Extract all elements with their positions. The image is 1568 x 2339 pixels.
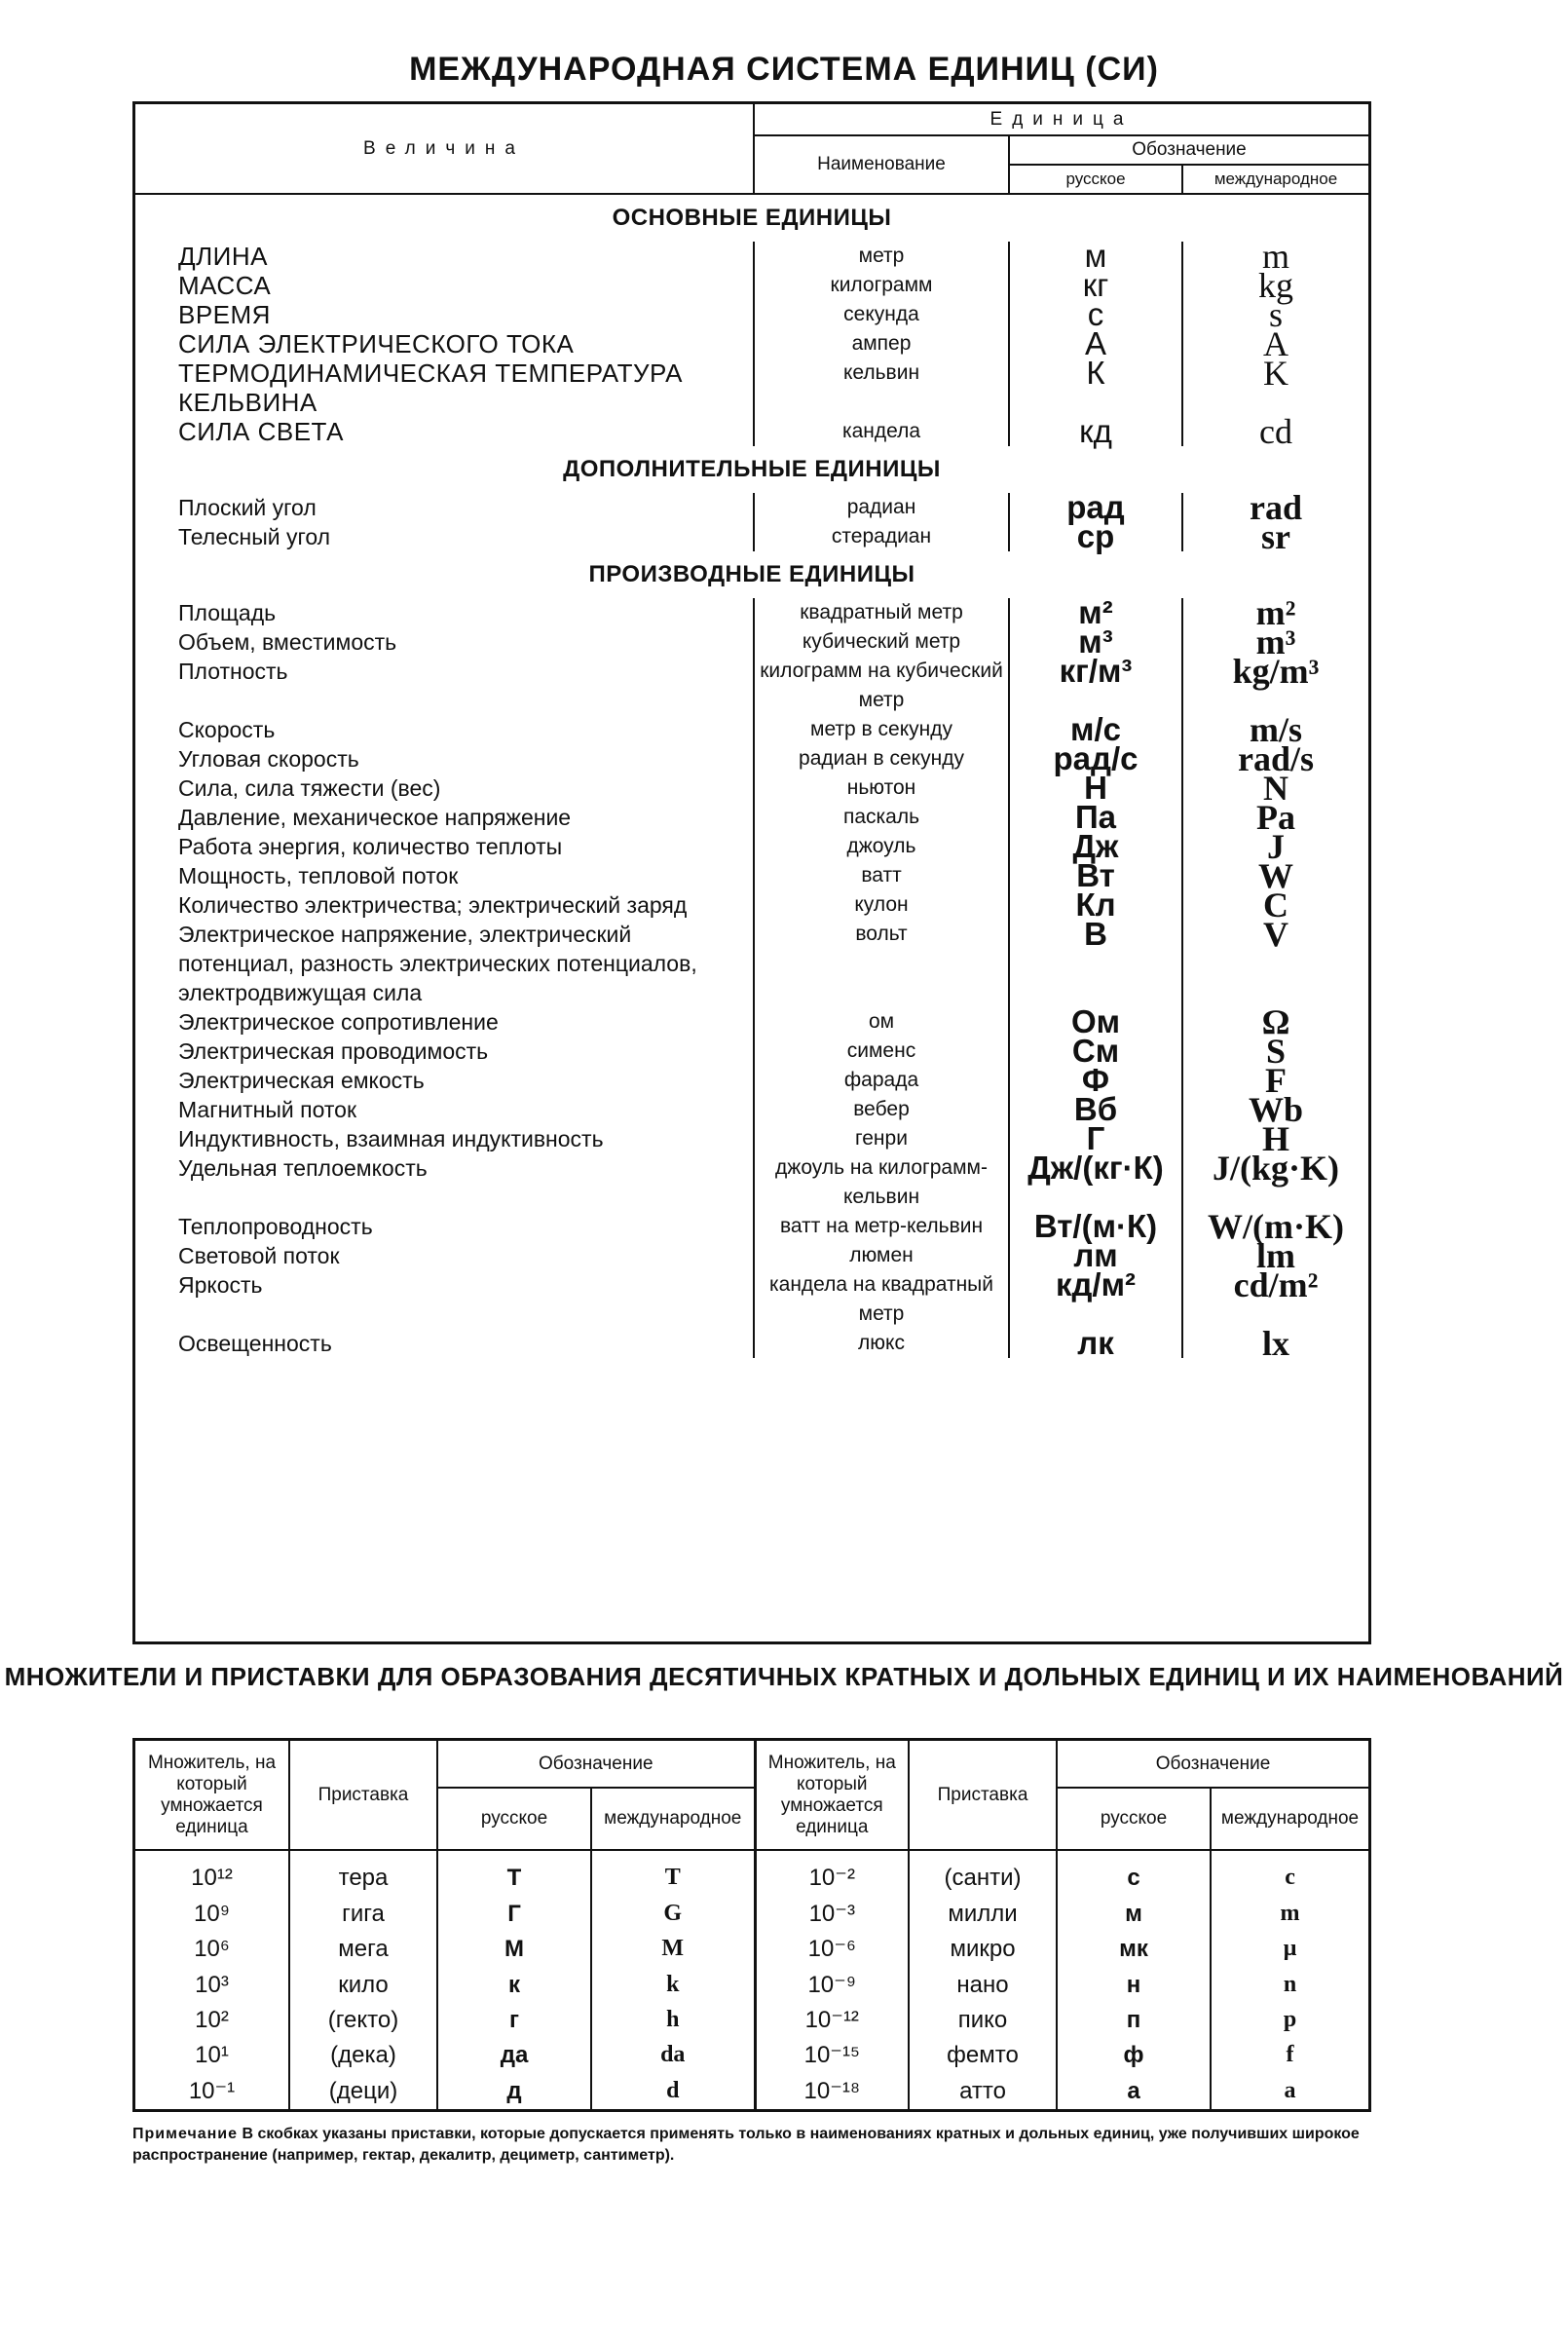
russian-prefix-cell: Т — [437, 1850, 591, 1897]
unit-name-cell: метр в секунду — [754, 715, 1009, 744]
russian-prefix-cell: мк — [1057, 1932, 1211, 1967]
prefix-cell: тера — [289, 1850, 437, 1897]
quantity-cell: Плотность — [178, 659, 288, 684]
russian-symbol-cell: Па — [1009, 803, 1182, 832]
international-prefix-cell: m — [1280, 1900, 1300, 1926]
international-symbol-cell: rad — [1250, 488, 1302, 527]
russian-symbol-cell: Вб — [1009, 1095, 1182, 1124]
unit-name-cell: килограмм на кубический метр — [754, 657, 1009, 715]
international-symbol-cell: Wb — [1248, 1090, 1304, 1129]
multiplier-cell: 10⁻¹² — [755, 2003, 909, 2038]
unit-name-cell: вебер — [754, 1095, 1009, 1124]
unit-name-cell: ом — [754, 1007, 1009, 1037]
russian-symbol-cell: кг/м³ — [1009, 657, 1182, 715]
quantity-cell: Сила, сила тяжести (вес) — [178, 775, 441, 801]
russian-symbol-cell: См — [1009, 1037, 1182, 1066]
table-row — [135, 773, 1368, 803]
russian-prefix-cell: с — [1057, 1850, 1211, 1897]
pref-header-designation: Обозначение — [437, 1741, 755, 1788]
international-symbol-cell: K — [1263, 354, 1288, 393]
multiplier-cell: 10¹² — [135, 1850, 289, 1897]
header-russian: русское — [1009, 165, 1182, 194]
russian-symbol-cell: Н — [1009, 773, 1182, 803]
international-symbol-cell: S — [1265, 1032, 1287, 1071]
international-symbol-cell: m² — [1255, 593, 1296, 632]
pref-header-designation: Обозначение — [1057, 1741, 1368, 1788]
table-row — [135, 522, 1368, 551]
pref-header-prefix: Приставка — [909, 1741, 1057, 1850]
unit-name-cell: сименс — [754, 1037, 1009, 1066]
quantity-cell: Освещенность — [178, 1331, 332, 1356]
table-row — [135, 1153, 1368, 1212]
international-symbol-cell: J/(kg·K) — [1212, 1149, 1339, 1188]
section-title: ПРОИЗВОДНЫЕ ЕДИНИЦЫ — [588, 561, 915, 587]
section-title: ДОПОЛНИТЕЛЬНЫЕ ЕДИНИЦЫ — [563, 456, 941, 482]
table-row — [135, 744, 1368, 773]
pref-header-multiplier: Множитель, на который умножается единица — [135, 1741, 289, 1850]
russian-symbol-cell: лк — [1009, 1329, 1182, 1358]
unit-name-cell: генри — [754, 1124, 1009, 1153]
russian-prefix-cell: а — [1057, 2074, 1211, 2109]
international-prefix-cell: p — [1283, 2006, 1297, 2032]
prefix-cell: мега — [289, 1932, 437, 1967]
unit-name-cell: метр — [754, 242, 1009, 271]
prefix-cell: пико — [909, 2003, 1057, 2038]
header-designation: Обозначение — [1009, 135, 1368, 165]
international-symbol-cell: W/(m·K) — [1208, 1207, 1344, 1246]
multiplier-cell: 10⁻⁹ — [755, 1968, 909, 2003]
quantity-cell: Магнитный поток — [178, 1097, 357, 1122]
table-row — [135, 832, 1368, 861]
unit-name-cell: кандела — [754, 417, 1009, 446]
international-symbol-cell: C — [1263, 886, 1288, 924]
table-row — [135, 1095, 1368, 1124]
prefixes-title: МНОЖИТЕЛИ И ПРИСТАВКИ ДЛЯ ОБРАЗОВАНИЯ ДЕСЯТИЧНЫХ КРАТНЫХ И ДОЛЬНЫХ ЕДИНИЦ И ИХ НАИМЕНОВАНИЙ — [4, 1662, 1564, 1691]
russian-symbol-cell: м² — [1009, 598, 1182, 627]
international-symbol-cell: m/s — [1250, 710, 1302, 749]
international-symbol-cell: sr — [1261, 517, 1290, 556]
russian-prefix-cell: н — [1057, 1968, 1211, 2003]
section-title: ОСНОВНЫЕ ЕДИНИЦЫ — [612, 205, 892, 231]
table-row — [135, 861, 1368, 890]
quantity-cell: Плоский угол — [178, 495, 317, 520]
pref-header-international: международное — [591, 1788, 755, 1850]
unit-name-cell: кубический метр — [754, 627, 1009, 657]
unit-name-cell: люкс — [754, 1329, 1009, 1358]
russian-symbol-cell: кд — [1009, 417, 1182, 446]
quantity-cell: Количество электричества; электрический заряд — [178, 892, 688, 918]
prefix-cell: нано — [909, 1968, 1057, 2003]
unit-name-cell: килограмм — [754, 271, 1009, 300]
table-row — [135, 417, 1368, 446]
multiplier-cell: 10⁹ — [135, 1897, 289, 1932]
table-row — [135, 1270, 1368, 1329]
international-symbol-cell: kg — [1258, 266, 1293, 305]
international-prefix-cell: f — [1286, 2042, 1294, 2068]
prefix-row — [135, 1932, 1368, 1967]
russian-prefix-cell: к — [437, 1968, 591, 2003]
page-title: МЕЖДУНАРОДНАЯ СИСТЕМА ЕДИНИЦ (СИ) — [409, 51, 1159, 88]
pref-header-russian: русское — [1057, 1788, 1211, 1850]
table-row — [135, 1241, 1368, 1270]
pref-header-russian: русское — [437, 1788, 591, 1850]
section-header-row — [135, 194, 1368, 242]
international-symbol-cell: Ω — [1261, 1002, 1290, 1041]
header-international: международное — [1182, 165, 1368, 194]
prefix-row — [135, 1968, 1368, 2003]
table-row — [135, 1066, 1368, 1095]
unit-name-cell: люмен — [754, 1241, 1009, 1270]
prefix-cell: милли — [909, 1897, 1057, 1932]
quantity-cell: Объем, вместимость — [178, 629, 397, 655]
international-prefix-cell: da — [591, 2038, 755, 2073]
russian-prefix-cell: да — [437, 2038, 591, 2073]
international-prefix-cell: k — [591, 1968, 755, 2003]
multiplier-cell: 10⁻¹ — [135, 2074, 289, 2109]
international-prefix-cell: h — [591, 2003, 755, 2038]
international-prefix-cell: c — [1285, 1865, 1295, 1890]
russian-symbol-cell: Ф — [1009, 1066, 1182, 1095]
international-symbol-cell: lx — [1261, 1324, 1289, 1363]
prefixes-table — [132, 1738, 1371, 2112]
prefix-cell: кило — [289, 1968, 437, 2003]
quantity-cell: Работа энергия, количество теплоты — [178, 834, 563, 859]
international-symbol-cell: N — [1263, 769, 1288, 808]
international-symbol-cell: W — [1258, 856, 1293, 895]
unit-name-cell: квадратный метр — [754, 598, 1009, 627]
russian-symbol-cell: А — [1009, 329, 1182, 358]
quantity-cell: Световой поток — [178, 1243, 340, 1268]
table-row — [135, 627, 1368, 657]
international-symbol-cell: m³ — [1255, 622, 1296, 661]
header-name: Наименование — [754, 135, 1009, 194]
quantity-cell: Электрическая проводимость — [178, 1038, 489, 1064]
quantity-cell: Индуктивность, взаимная индуктивность — [178, 1126, 604, 1151]
multiplier-cell: 10⁻³ — [755, 1897, 909, 1932]
international-symbol-cell: Pa — [1256, 798, 1295, 837]
russian-symbol-cell: Кл — [1009, 890, 1182, 920]
russian-symbol-cell: м/с — [1009, 715, 1182, 744]
quantity-cell: Электрическое напряжение, электрический потенциал, разность электрических потенциалов, электродвижущая сила — [178, 922, 697, 1005]
russian-symbol-cell: Ом — [1009, 1007, 1182, 1037]
prefix-cell: гига — [289, 1897, 437, 1932]
quantity-cell: Угловая скорость — [178, 746, 359, 772]
pref-header-prefix: Приставка — [289, 1741, 437, 1850]
russian-symbol-cell: с — [1009, 300, 1182, 329]
international-symbol-cell: H — [1261, 1119, 1289, 1158]
table-row — [135, 300, 1368, 329]
quantity-cell: Мощность, тепловой поток — [178, 863, 459, 888]
table-row — [135, 329, 1368, 358]
table-row — [135, 715, 1368, 744]
quantity-cell: СИЛА СВЕТА — [178, 417, 344, 446]
unit-name-cell: ньютон — [754, 773, 1009, 803]
unit-name-cell: ватт — [754, 861, 1009, 890]
international-symbol-cell: cd/m² — [1233, 1265, 1319, 1304]
multiplier-cell: 10⁶ — [135, 1932, 289, 1967]
table-row — [135, 1329, 1368, 1358]
russian-symbol-cell: кд/м² — [1009, 1270, 1182, 1329]
russian-prefix-cell: д — [437, 2074, 591, 2109]
prefix-cell: микро — [909, 1932, 1057, 1967]
russian-symbol-cell: К — [1009, 358, 1182, 417]
quantity-cell: Давление, механическое напряжение — [178, 805, 572, 830]
prefix-cell: атто — [909, 2074, 1057, 2109]
unit-name-cell: ватт на метр-кельвин — [754, 1212, 1009, 1241]
header-unit: Единица — [754, 104, 1368, 135]
section-header-row — [135, 446, 1368, 493]
russian-symbol-cell: Вт — [1009, 861, 1182, 890]
table-row — [135, 803, 1368, 832]
prefix-row — [135, 2003, 1368, 2038]
international-symbol-cell: F — [1265, 1061, 1287, 1100]
quantity-cell: Яркость — [178, 1272, 263, 1298]
quantity-cell: Телесный угол — [178, 524, 331, 549]
table-row — [135, 1007, 1368, 1037]
russian-symbol-cell: м — [1009, 242, 1182, 271]
pref-header-multiplier: Множитель, на который умножается единица — [755, 1741, 909, 1850]
quantity-cell: ТЕРМОДИНАМИЧЕСКАЯ ТЕМПЕРАТУРА КЕЛЬВИНА — [178, 358, 683, 417]
prefix-cell: (дека) — [289, 2038, 437, 2073]
international-prefix-cell: G — [591, 1897, 755, 1932]
unit-name-cell: ампер — [754, 329, 1009, 358]
table-row — [135, 493, 1368, 522]
russian-prefix-cell: Г — [437, 1897, 591, 1932]
table-row — [135, 598, 1368, 627]
quantity-cell: ДЛИНА — [178, 242, 268, 271]
note-text: В скобках указаны приставки, которые допускается применять только в наименованиях кратных и дольных единиц, уже получивших широкое распространение (например, гектар, декалитр, дециметр, сантиметр). — [132, 2126, 1360, 2164]
international-symbol-cell: V — [1263, 915, 1288, 954]
quantity-cell: СИЛА ЭЛЕКТРИЧЕСКОГО ТОКА — [178, 329, 575, 358]
international-prefix-cell: a — [1284, 2077, 1296, 2103]
table-row — [135, 657, 1368, 715]
quantity-cell: Удельная теплоемкость — [178, 1155, 428, 1181]
table-row — [135, 890, 1368, 920]
russian-symbol-cell: рад — [1009, 493, 1182, 522]
russian-prefix-cell: п — [1057, 2003, 1211, 2038]
prefix-row — [135, 2038, 1368, 2073]
prefix-row — [135, 1897, 1368, 1932]
unit-name-cell: кандела на квадратный метр — [754, 1270, 1009, 1329]
multiplier-cell: 10⁻¹⁵ — [755, 2038, 909, 2073]
quantity-cell: МАССА — [178, 271, 272, 300]
table-row — [135, 271, 1368, 300]
russian-symbol-cell: В — [1009, 920, 1182, 1007]
note — [132, 2124, 1371, 2167]
unit-name-cell: радиан — [754, 493, 1009, 522]
russian-symbol-cell: кг — [1009, 271, 1182, 300]
international-symbol-cell: rad/s — [1237, 739, 1314, 778]
international-prefix-cell: M — [591, 1932, 755, 1967]
international-symbol-cell: J — [1267, 827, 1285, 866]
russian-prefix-cell: г — [437, 2003, 591, 2038]
russian-symbol-cell: лм — [1009, 1241, 1182, 1270]
unit-name-cell: джоуль на килограмм-кельвин — [754, 1153, 1009, 1212]
table-row — [135, 1037, 1368, 1066]
russian-symbol-cell: рад/с — [1009, 744, 1182, 773]
russian-symbol-cell: Дж — [1009, 832, 1182, 861]
russian-prefix-cell: ф — [1057, 2038, 1211, 2073]
unit-name-cell: джоуль — [754, 832, 1009, 861]
multiplier-cell: 10³ — [135, 1968, 289, 2003]
table-row — [135, 1124, 1368, 1153]
unit-name-cell: секунда — [754, 300, 1009, 329]
quantity-cell: ВРЕМЯ — [178, 300, 271, 329]
russian-prefix-cell: м — [1057, 1897, 1211, 1932]
unit-name-cell: стерадиан — [754, 522, 1009, 551]
unit-name-cell: радиан в секунду — [754, 744, 1009, 773]
international-prefix-cell: d — [591, 2074, 755, 2109]
unit-name-cell: кулон — [754, 890, 1009, 920]
international-symbol-cell: s — [1268, 295, 1283, 334]
quantity-cell: Теплопроводность — [178, 1214, 373, 1239]
prefix-cell: (деци) — [289, 2074, 437, 2109]
russian-symbol-cell: ср — [1009, 522, 1182, 551]
russian-symbol-cell: Г — [1009, 1124, 1182, 1153]
table-row — [135, 242, 1368, 271]
si-units-table — [132, 101, 1371, 1644]
note-label: Примечание — [132, 2126, 239, 2142]
prefix-cell: (санти) — [909, 1850, 1057, 1897]
international-symbol-cell: m — [1261, 237, 1289, 276]
international-symbol-cell: cd — [1259, 412, 1292, 451]
multiplier-cell: 10⁻¹⁸ — [755, 2074, 909, 2109]
unit-name-cell: паскаль — [754, 803, 1009, 832]
international-prefix-cell: T — [591, 1850, 755, 1897]
quantity-cell: Электрическое сопротивление — [178, 1009, 499, 1035]
multiplier-cell: 10⁻² — [755, 1850, 909, 1897]
pref-header-international: международное — [1211, 1788, 1368, 1850]
prefix-cell: фемто — [909, 2038, 1057, 2073]
multiplier-cell: 10⁻⁶ — [755, 1932, 909, 1967]
multiplier-cell: 10² — [135, 2003, 289, 2038]
prefix-cell: (гекто) — [289, 2003, 437, 2038]
international-symbol-cell: A — [1263, 324, 1288, 363]
section-header-row — [135, 551, 1368, 598]
quantity-cell: Площадь — [178, 600, 277, 625]
international-symbol-cell: lm — [1256, 1236, 1295, 1275]
table-row — [135, 358, 1368, 417]
table-row — [135, 1212, 1368, 1241]
russian-prefix-cell: М — [437, 1932, 591, 1967]
unit-name-cell: фарада — [754, 1066, 1009, 1095]
unit-name-cell: кельвин — [754, 358, 1009, 417]
quantity-cell: Электрическая емкость — [178, 1068, 425, 1093]
international-symbol-cell: kg/m³ — [1232, 652, 1320, 691]
multiplier-cell: 10¹ — [135, 2038, 289, 2073]
russian-symbol-cell: Вт/(м·К) — [1009, 1212, 1182, 1241]
header-quantity: Величина — [135, 104, 754, 194]
russian-symbol-cell: м³ — [1009, 627, 1182, 657]
international-prefix-cell: μ — [1283, 1936, 1297, 1962]
table-row — [135, 920, 1368, 1007]
international-prefix-cell: n — [1283, 1971, 1297, 1997]
unit-name-cell: вольт — [754, 920, 1009, 1007]
quantity-cell: Скорость — [178, 717, 276, 742]
prefix-row — [135, 1850, 1368, 1897]
prefix-row — [135, 2074, 1368, 2109]
russian-symbol-cell: Дж/(кг·К) — [1009, 1153, 1182, 1212]
